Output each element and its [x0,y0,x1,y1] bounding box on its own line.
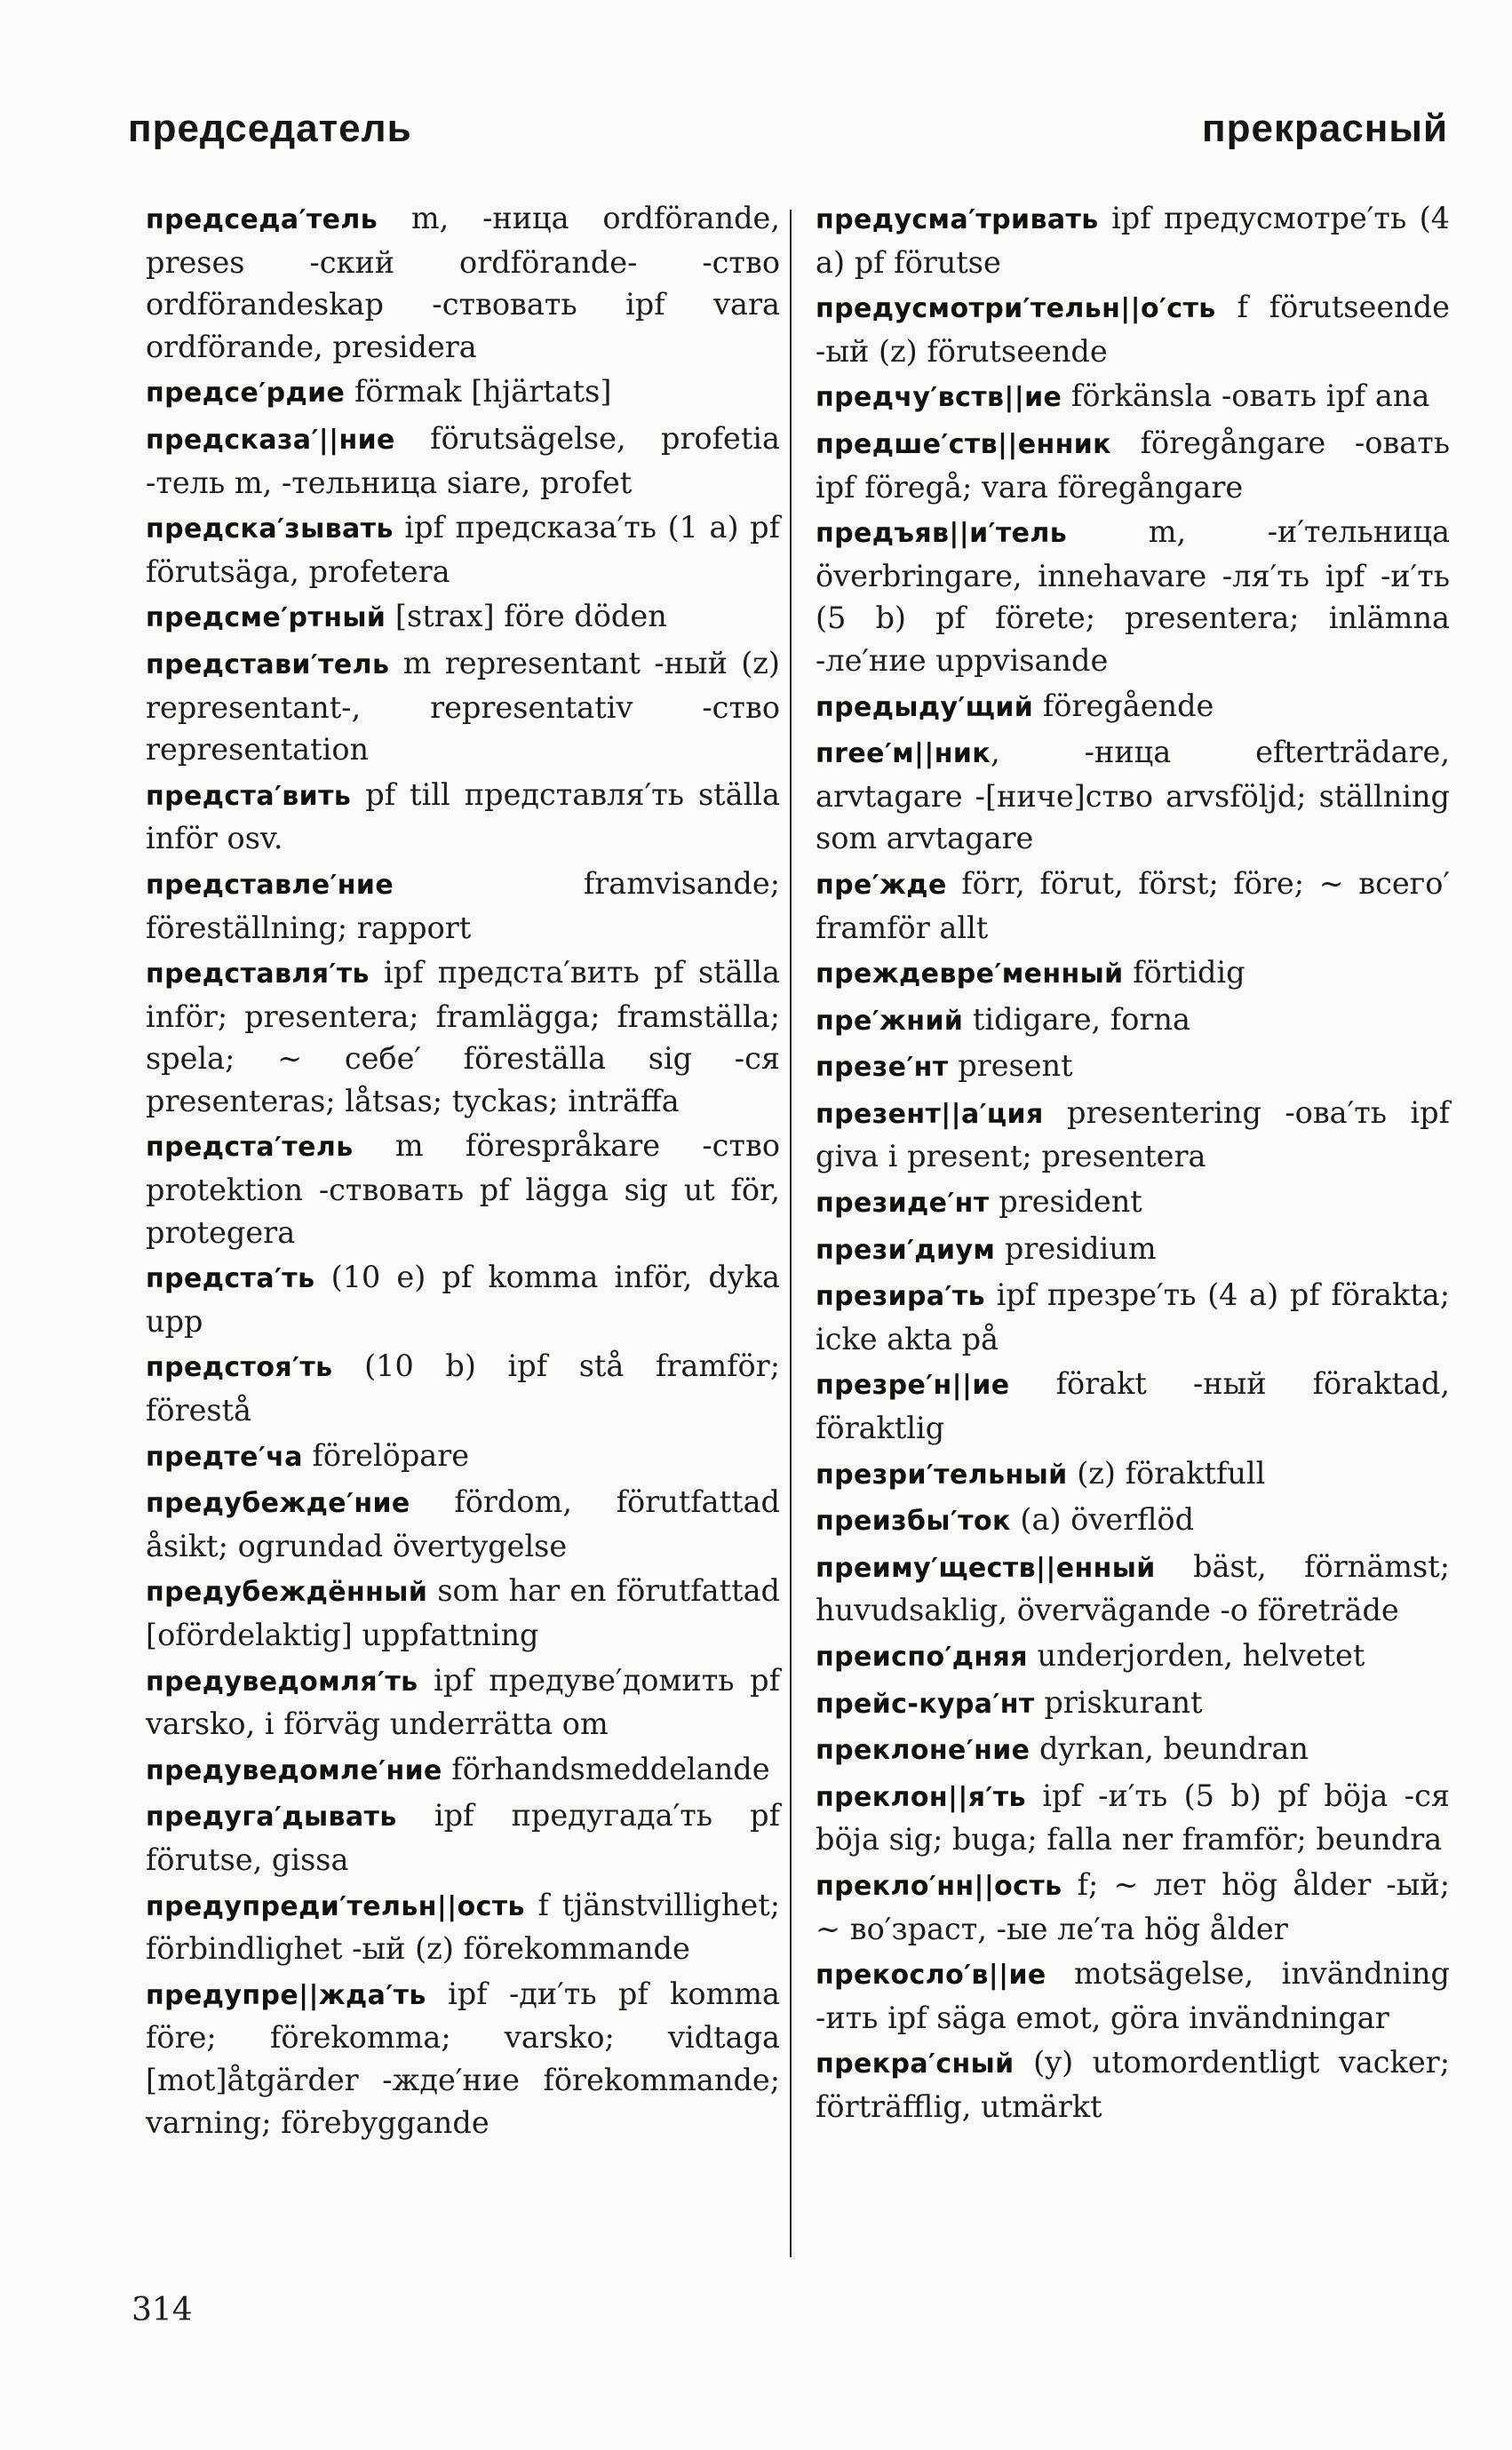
entry-headword: прекра′сный [816,2048,1015,2080]
dictionary-entry [816,1228,1450,1272]
entry-definition: förr, förut, först; före; ~ всего′ framför allt [816,865,1450,945]
dictionary-entry [816,1546,1450,1632]
dictionary-entry [146,595,780,640]
dictionary-entry [146,1125,780,1253]
dictionary-entry [146,418,780,504]
page-number: 314 [131,2292,193,2328]
dictionary-entry [816,375,1450,419]
entry-headword: предуведомля′ть [146,1666,418,1698]
entry-headword: предсе′рдие [146,378,346,410]
dictionary-entry [816,1452,1450,1497]
entry-headword: председа′тель [146,204,378,235]
entry-headword: преиму′ществ||енный [816,1552,1156,1584]
dictionary-entry [816,1363,1450,1449]
entry-headword: прези′диум [816,1234,996,1266]
entry-headword: предста′ть [146,1263,315,1295]
dictionary-entry [816,1682,1450,1726]
entry-headword: предте′ча [146,1441,303,1473]
dictionary-entry [816,511,1450,681]
entry-definition: underjorden, helvetet [1027,1638,1365,1673]
entry-definition: (10 e) pf komma inför, dyka upp [146,1260,780,1339]
dictionary-entry [146,642,780,771]
entry-headword: прекло′нн||ость [816,1870,1062,1902]
entry-headword: преизбы′ток [816,1506,1011,1538]
entry-headword: представле′ние [146,869,394,901]
entry-definition: (y) utomordentligt vacker; förträfflig, utmärkt [816,2045,1450,2124]
dictionary-entry [816,998,1450,1043]
entry-definition: föregående [1033,688,1214,723]
dictionary-entry [816,1864,1450,1950]
left-column [146,197,780,2146]
dictionary-entry [146,1748,780,1793]
dictionary-entry [816,1728,1450,1772]
column-divider [790,210,792,2257]
entry-definition: ipf -и′ть (5 b) pf böja -ся böja sig; buga; falla ner framför; beundra [816,1778,1450,1857]
entry-definition: förakt -ный föraktad, föraktlig [816,1366,1450,1446]
entry-headword: предусмотри′тельн||о′сть [816,293,1216,325]
entry-definition: föregångare -овать ipf föregå; vara föregångare [816,425,1450,505]
entry-definition: presidium [995,1230,1157,1266]
entry-headword: предста′тель [146,1132,354,1164]
dictionary-entry [816,1953,1450,2039]
entry-headword: презре′н||ие [816,1370,1010,1402]
entry-definition: [strax] före döden [386,599,667,634]
entry-definition: m representant -ный (z) representant-, representativ -ство representation [146,645,780,768]
entry-headword: представи′тель [146,648,390,680]
entry-headword: предубеждённый [146,1577,428,1609]
entry-definition: present [948,1048,1073,1084]
entry-headword: предсме′ртный [146,602,386,634]
entry-definition: tidigare, forna [963,1001,1190,1037]
dictionary-entry [146,863,780,949]
entry-headword: президе′нт [816,1188,990,1220]
entry-definition: förtidig [1123,955,1245,990]
entry-definition: f förutseende -ый (z) förutseende [816,290,1450,369]
entry-definition: ipf предсказа′ть (1 a) pf förutsäga, profetera [146,510,780,589]
entry-headword: преиспо′дняя [816,1642,1028,1673]
entry-definition: , -ница efterträdare, arvtagare -[ниче]ство arvsföljd; ställning som arvtagare [816,735,1450,856]
entry-headword: предше′ств||енник [816,428,1111,460]
dictionary-entry [146,1435,780,1479]
entry-headword: преждевре′менный [816,959,1124,990]
entry-headword: презира′ть [816,1281,985,1313]
entry-definition: (10 b) ipf stå framför; förestå [146,1348,780,1428]
entry-definition: (z) föraktfull [1067,1455,1266,1491]
entry-headword: преклоне′ние [816,1735,1031,1767]
dictionary-entry [146,1345,780,1431]
entry-definition: ipf -ди′ть pf komma före; förekomma; varsko; vidtaga [mot]åtgärder -жде′ние förekommande; varning; förebyggande [146,1976,780,2140]
dictionary-entry [816,1499,1450,1543]
dictionary-entry [146,1481,780,1567]
entry-definition: förelöpare [302,1437,470,1473]
dictionary-entry [146,1570,780,1656]
dictionary-entry [816,951,1450,996]
dictionary-entry [146,506,780,593]
dictionary-entry [816,731,1450,860]
dictionary-entry [816,1045,1450,1089]
dictionary-entry [816,197,1450,283]
entry-definition: bäst, förnämst; huvudsaklig, övervägande -о företräde [816,1548,1450,1628]
dictionary-entry [816,286,1450,372]
entry-definition: motsägelse, invändning -ить ipf säga emot, göra invändningar [816,1956,1450,2035]
dictionary-entry [816,1181,1450,1225]
dictionary-entry [146,1973,780,2144]
dictionary-entry [146,774,780,860]
dictionary-entry [146,951,780,1122]
entry-headword: предуведомле′ние [146,1754,442,1786]
dictionary-entry [816,685,1450,729]
dictionary-entry [816,863,1450,949]
entry-definition: fördom, förutfattad åsikt; ogrundad övertygelse [146,1484,780,1563]
entry-headword: пре′жде [816,869,947,901]
entry-headword: преклон||я′ть [816,1781,1026,1813]
guide-word-right: прекрасный [1202,107,1448,150]
entry-headword: предубежде′ние [146,1488,410,1520]
entry-headword: предска′зывать [146,513,394,545]
entry-definition: (a) överflöd [1010,1502,1195,1538]
entry-headword: презе′нт [816,1052,949,1084]
entry-definition: m, -и′тельница överbringare, innehavare -ля′ть ipf -и′ть (5 b) pf förete; presentera; inlämna -ле′ние uppvisande [816,514,1450,678]
entry-headword: предусма′тривать [816,204,1099,235]
entry-definition: förmak [hjärtats] [345,374,612,410]
entry-definition: pf till представля′ть ställa inför osv. [146,776,780,856]
entry-definition: presentering -ова′ть ipf giva i present; presentera [816,1094,1450,1174]
entry-definition: priskurant [1034,1684,1203,1720]
entry-headword: прейс-кура′нт [816,1688,1035,1720]
entry-definition: f tjänstvillighet; förbindlighet -ый (z) förekommande [146,1887,780,1967]
entry-headword: предстоя′ть [146,1352,333,1384]
entry-headword: предста′вить [146,780,352,812]
entry-definition: framvisande; föreställning; rapport [146,865,780,945]
dictionary-entry [146,197,780,368]
entry-headword: предъяв||и′тель [816,518,1068,550]
entry-headword: пре′жний [816,1005,964,1037]
dictionary-entry [146,370,780,415]
dictionary-entry [816,1775,1450,1861]
entry-definition: som har en förutfattad [ofördelaktig] uppfattning [146,1573,780,1652]
entry-headword: предыду′щий [816,691,1034,723]
entry-definition: ipf предугада′ть pf förutse, gissa [146,1798,780,1877]
entry-headword: презент||а′ция [816,1098,1044,1130]
entry-definition: förkänsla -овать ipf ana [1062,378,1430,414]
entry-headword: представля′ть [146,959,370,990]
entry-definition: m, -ница ordförande, preses -ский ordförande- -ство ordförandeskap -ствовать ipf vara ordförande, presidera [146,201,780,364]
entry-definition: f; ~ лет hög ålder -ый; ~ во′зраст, -ые ле′та hög ålder [816,1866,1450,1946]
entry-definition: dyrkan, beundran [1030,1731,1309,1767]
dictionary-entry [816,1274,1450,1360]
entry-headword: пree′м||ник [816,738,991,770]
guide-word-left: председатель [128,107,412,150]
entry-definition: president [989,1184,1142,1220]
entry-definition: ipf презре′ть (4 a) pf förakta; icke akta på [816,1277,1450,1356]
entry-headword: предсказа′||ние [146,424,395,456]
entry-definition: ipf предста′вить pf ställa inför; presentera; framlägga; framställa; spela; ~ себе′ föreställa sig -ся presenteras; låtsas; tyckas; inträffa [146,955,780,1118]
entry-definition: ipf предусмотре′ть (4 a) pf förutse [816,201,1450,280]
right-column [816,197,1450,2131]
entry-definition: förutsägelse, profetia -тель m, -тельница siare, profet [146,420,780,500]
entry-headword: предупре||жда′ть [146,1979,426,2011]
dictionary-entry [816,422,1450,508]
entry-headword: прекосло′в||ие [816,1960,1046,1992]
dictionary-entry [816,1092,1450,1178]
entry-headword: предупреди′тельн||ость [146,1890,525,1922]
dictionary-entry [816,2041,1450,2128]
entry-definition: förhandsmeddelande [442,1751,770,1786]
entry-definition: ipf предуве′домить pf varsko, i förväg underrätta om [146,1662,780,1742]
dictionary-entry [816,1635,1450,1679]
entry-headword: презри′тельный [816,1459,1068,1491]
entry-headword: предуга′дывать [146,1802,397,1834]
entry-headword: предчу′вств||ие [816,382,1062,414]
entry-definition: m förespråkare -ство protektion -ствовать pf lägga sig ut för, protegera [146,1128,780,1250]
dictionary-entry [146,1659,780,1746]
dictionary-entry [146,1256,780,1342]
dictionary-entry [146,1794,780,1881]
dictionary-entry [146,1884,780,1970]
